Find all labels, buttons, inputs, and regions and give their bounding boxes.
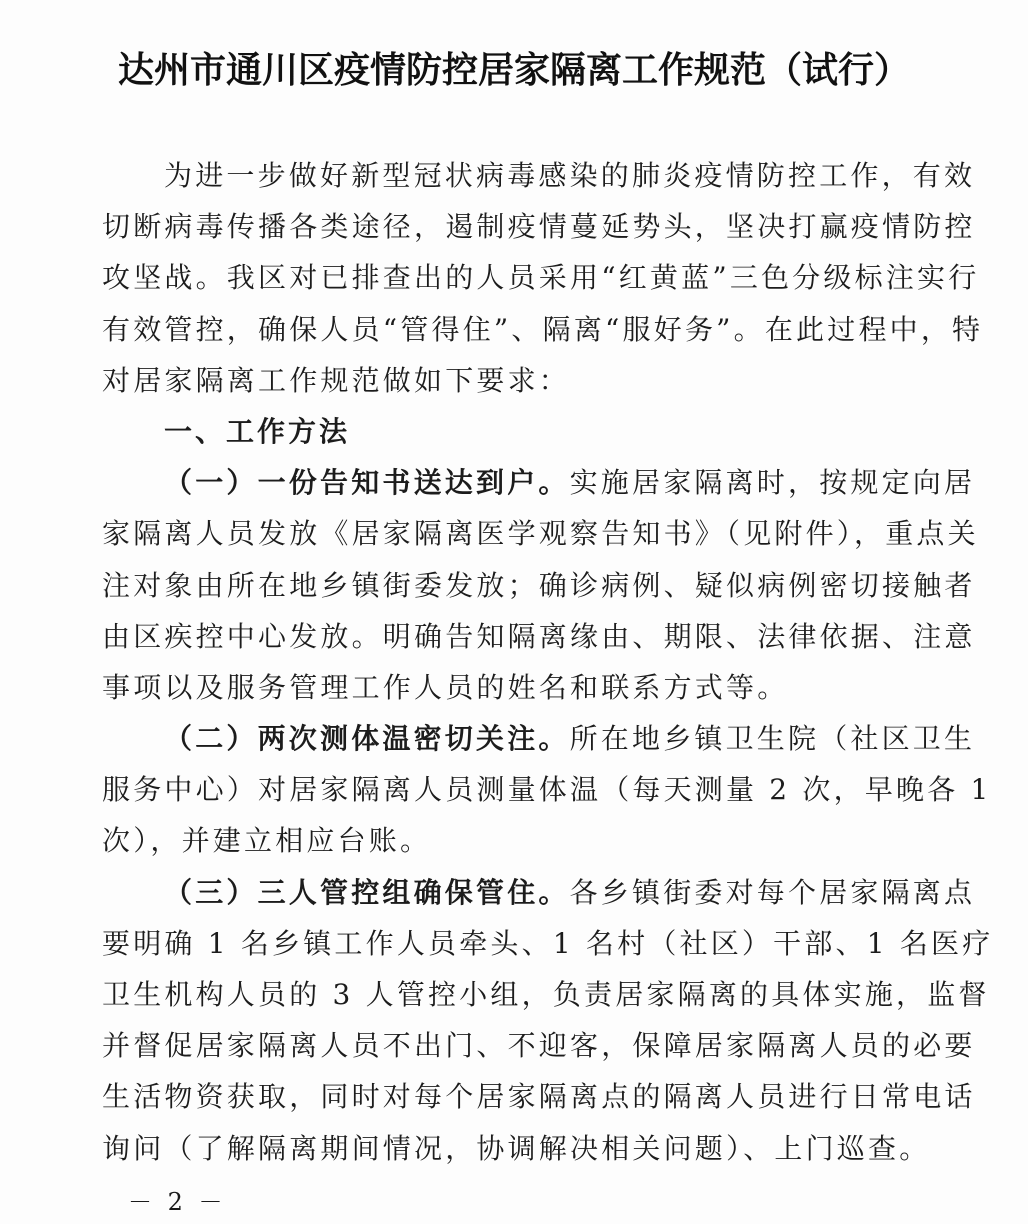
paragraph-line	[102, 713, 976, 764]
item-text: 所在地乡镇卫生院（社区卫生	[569, 722, 976, 756]
paragraph-line: 由区疾控中心发放。明确告知隔离缘由、期限、法律依据、注意	[102, 619, 976, 653]
paragraph-line	[102, 457, 976, 508]
item-text: 实施居家隔离时，按规定向居	[569, 466, 976, 500]
paragraph-line: 要明确 1 名乡镇工作人员牵头、1 名村（社区）干部、1 名医疗	[102, 926, 994, 960]
document-title: 达州市通川区疫情防控居家隔离工作规范（试行）	[117, 50, 910, 91]
paragraph-line: 生活物资获取，同时对每个居家隔离点的隔离人员进行日常电话	[102, 1080, 976, 1114]
paragraph-line: 家隔离人员发放《居家隔离医学观察告知书》（见附件），重点关	[102, 517, 979, 551]
paragraph-line: 并督促居家隔离人员不出门、不迎客，保障居家隔离人员的必要	[102, 1029, 976, 1063]
item-2-paragraph	[102, 713, 992, 867]
paragraph-line	[102, 867, 976, 918]
paragraph-line: 有效管控，确保人员“管得住”、隔离“服好务”。在此过程中，特	[102, 312, 984, 346]
item-1-paragraph	[102, 457, 979, 713]
paragraph-line: 次），并建立相应台账。	[102, 824, 432, 858]
page-number: － 2 －	[128, 1188, 227, 1216]
paragraph-line: 注对象由所在地乡镇街委发放；确诊病例、疑似病例密切接触者	[102, 568, 976, 602]
paragraph-line: 事项以及服务管理工作人员的姓名和联系方式等。	[102, 670, 789, 704]
paragraph-line: 攻坚战。我区对已排查出的人员采用“红黄蓝”三色分级标注实行	[102, 261, 980, 295]
paragraph-line: 卫生机构人员的 3 人管控小组，负责居家隔离的具体实施，监督	[102, 978, 990, 1011]
item-lead: （一）一份告知书送达到户。	[164, 466, 570, 500]
paragraph-line: 为进一步做好新型冠状病毒感染的肺炎疫情防控工作，有效	[164, 159, 976, 192]
item-3-paragraph	[102, 867, 994, 1174]
paragraph-line: 切断病毒传播各类途径，遏制疫情蔓延势头，坚决打赢疫情防控	[102, 210, 976, 244]
paragraph-line: 服务中心）对居家隔离人员测量体温（每天测量 2 次，早晚各 1	[102, 773, 992, 807]
item-lead: （三）三人管控组确保管住。	[164, 875, 570, 909]
intro-paragraph	[102, 150, 984, 406]
item-text: 各乡镇街委对每个居家隔离点	[569, 875, 976, 909]
document-body	[102, 150, 994, 1174]
section-heading: 一、工作方法	[164, 414, 351, 448]
paragraph-line: 询问（了解隔离期间情况，协调解决相关问题）、上门巡查。	[102, 1131, 931, 1165]
paragraph-line: 对居家隔离工作规范做如下要求：	[102, 363, 571, 397]
item-lead: （二）两次测体温密切关注。	[164, 722, 570, 756]
